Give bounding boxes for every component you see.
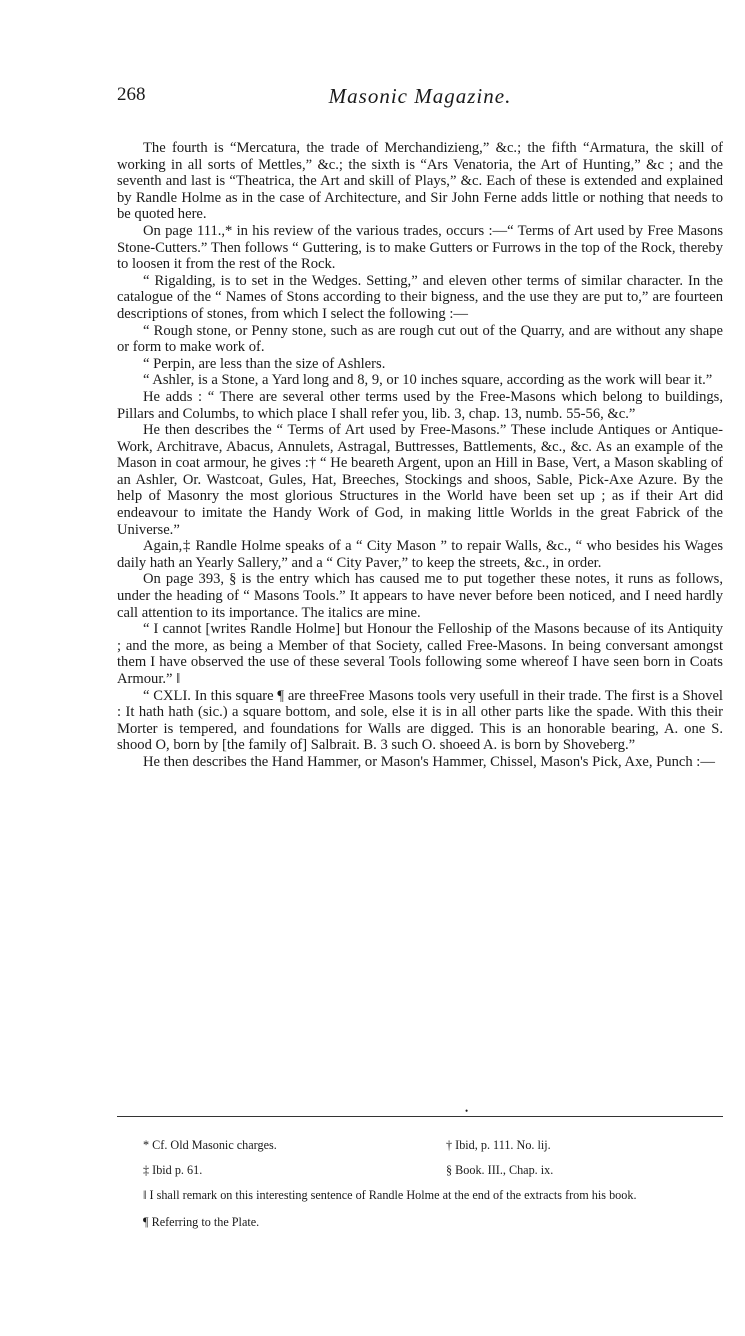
footnote [117,1188,723,1203]
footnote-row [117,1163,723,1178]
paragraph: He then describes the Hand Hammer, or Mason's Hammer, Chissel, Mason's Pick, Axe, Punch :— [143,753,715,770]
footnote: § Book. III., Chap. ix. [446,1163,554,1177]
footnote-divider [117,1116,723,1117]
paragraph: He adds : “ There are several other terms used by the Free-Masons which belong to buildings, Pillars and Columbs, to which place I shall refer you, lib. 3, chap. 13, numb. 55-56, &c.” [117,388,723,422]
running-title: Masonic Magazine. [328,84,512,108]
paragraph: “ I cannot [writes Randle Holme] but Honour the Felloship of the Masons because of its Antiquity ; and the more, as being a Member of that Society, called Free-Masons. In being conversant amongst them I have observed the use of these several Tools following some whereof I have seen born in Coats Armour.” ‖ [117,621,723,687]
footnote-row [117,1138,723,1153]
page-header [117,84,723,114]
footnote: † Ibid, p. 111. No. lij. [446,1138,551,1152]
footnote: ‡ Ibid p. 61. [143,1163,203,1177]
paragraph: He then describes the “ Terms of Art used by Free-Masons.” These include Antiques or Antique-Work, Architrave, Abacus, Annulets, Astragal, Buttresses, Battlements, &c., &c. As an example of the Mason in coat armour, he gives :† “ He beareth Argent, upon an Hill in Base, Vert, a Mason skabling of an Ashler, Or. Wastcoat, Gules, Hat, Breeches, Stockings and shoos, Sable, Pick-Axe Azure. By the help of Masonry the most glorious Structures in the World have been set up ; as if their Art did endeavour to imitate the Handy Work of God, in making little Worlds in the great Fabrick of the Universe.” [117,422,723,538]
article-body [117,140,723,771]
footnotes [117,1138,723,1242]
paragraph: Again,‡ Randle Holme speaks of a “ City Mason ” to repair Walls, &c., “ who besides his Wages daily hath an Yearly Sallery,” and a “ City Paver,” to keep the streets, &c., in order. [117,538,723,571]
page-number: 268 [117,84,146,105]
paragraph: The fourth is “Mercatura, the trade of Merchandizieng,” &c.; the fifth “Armatura, the skill of working in all sorts of Mettles,” &c.; the sixth is “Ars Venatoria, the Art of Hunting,” &c ; and the seventh and last is “Theatrica, the Art and skill of Plays,” &c. Each of these is extended and explained by Randle Holme as in the case of Architecture, and Sir John Ferne adds little or nothing that needs to be quoted here. [117,140,723,223]
paragraph: On page 111.,* in his review of the various trades, occurs :—“ Terms of Art used by Free Masons Stone-Cutters.” Then follows “ Guttering, is to make Gutters or Furrows in the top of the Rock, thereby to loosen it from the rest of the Rock. [117,222,723,273]
paragraph: “ Perpin, are less than the size of Ashlers. [143,355,386,372]
footnote-text: ‖ I shall remark on this interesting sentence of Randle Holme at the end of the extracts from his book. [143,1188,637,1202]
paragraph: “ CXLI. In this square ¶ are threeFree Masons tools very usefull in their trade. The first is a Shovel : It hath hath (sic.) a square bottom, and sole, else it is in all other parts like the spade. With this their Morter is tempered, and foundations for Walls are digged. This is an honorable bearing, A. one S. shood O, born by [the family of] Salbrait. B. 3 such O. shoeed A. is born by Shoveberg.” [117,687,723,754]
paragraph: On page 393, § is the entry which has caused me to put together these notes, it runs as follows, under the heading of “ Masons Tools.” It appears to have never before been noticed, and I need hardly call attention to its importance. The italics are mine. [117,571,723,621]
paragraph: “ Rigalding, is to set in the Wedges. Setting,” and eleven other terms of similar character. In the catalogue of the “ Names of Stons according to their bigness, and the use they are put to,” are fourteen descriptions of stones, from which I select the following :— [117,272,723,322]
footnote: ¶ Referring to the Plate. [143,1215,260,1229]
paragraph: “ Rough stone, or Penny stone, such as are rough cut out of the Quarry, and are without any shape or form to make work of. [117,322,723,356]
paragraph: “ Ashler, is a Stone, a Yard long and 8, 9, or 10 inches square, according as the work will bear it.” [143,372,713,389]
footnote: * Cf. Old Masonic charges. [143,1138,277,1152]
rule-dot: • [465,1106,469,1116]
